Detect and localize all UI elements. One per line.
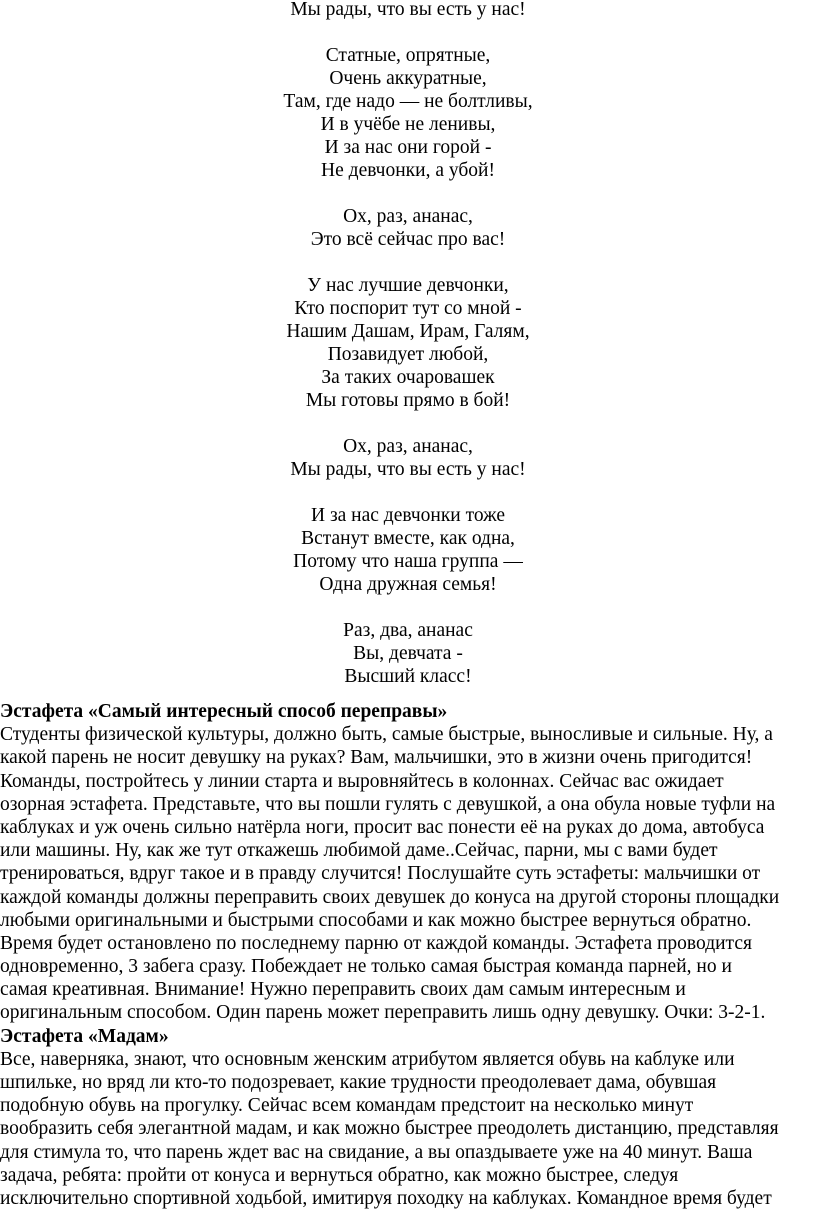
paragraph-line: шпильке, но вряд ли кто-то подозревает, какие трудности преодолевает дама, обувшая [0,1072,717,1093]
paragraph-line: самая креативная. Внимание! Нужно переправить своих дам самым интересным и [0,979,686,1001]
poem-line: У нас лучшие девчонки, [307,275,509,296]
poem-line: Ох, раз, ананас, [343,206,473,227]
paragraph-line: Студенты физической культуры, должно быть, самые быстрые, выносливые и сильные. Ну, а [0,724,773,746]
section-heading: Эстафета «Самый интересный способ переправы» [0,701,448,722]
paragraph-line: озорная эстафета. Представьте, что вы пошли гулять с девушкой, а она обула новые туфли на [0,793,776,815]
paragraph-line: тренироваться, вдруг такое и в правду случится! Послушайте суть эстафеты: мальчишки от [0,863,761,885]
paragraph-line: одновременно, 3 забега сразу. Побеждает не только самая быстрая команда парней, но и [0,956,732,978]
paragraph-line: каблуках и уж очень сильно натёрла ноги, просит вас понести её на руках до дома, автобуса [0,816,765,838]
poem-line: Потому что наша группа — [293,551,523,572]
paragraph-line: любыми оригинальными и быстрыми способами и как можно быстрее вернуться обратно. [0,909,752,931]
poem-line: И за нас они горой - [324,137,492,158]
poem-line: Там, где надо — не болтливы, [283,91,533,112]
stanza-gap [0,481,816,504]
paragraph-line: подобную обувь на прогулку. Сейчас всем командам предстоит на несколько минут [0,1095,694,1117]
poem-line: Очень аккуратные, [329,68,487,89]
prose [0,700,814,1210]
poem-line: Вы, девчата - [353,643,463,664]
poem-line: Ох, раз, ананас, [343,436,473,457]
section-heading: Эстафета «Мадам» [0,1025,169,1047]
poem-line: За таких очаровашек [321,367,495,388]
poem-line: Встанут вместе, как одна, [301,528,515,549]
poem-line: Не девчонки, а убой! [321,160,495,181]
paragraph-line: Время будет остановлено по последнему парню от каждой команды. Эстафета проводится [0,932,752,954]
paragraph-line: каждой команды должны переправить своих девушек до конуса на другой стороны площадки [0,886,780,908]
stanza-gap [0,412,816,435]
poem-line: Высший класс! [344,666,472,687]
stanza-gap [0,251,816,274]
poem-line: И в учёбе не ленивы, [320,114,496,135]
stanza-gap [0,182,816,205]
poem-line: Мы готовы прямо в бой! [305,390,511,411]
paragraph-line: для стимула то, что парень ждет вас на свидание, а вы опаздываете уже на 40 минут. Ваша [0,1141,753,1163]
stanza-gap [0,21,816,44]
poem-line: Мы рады, что вы есть у нас! [290,459,526,480]
paragraph-line: какой парень не носит девушку на руках? Вам, мальчишки, это в жизни очень пригодится! [0,747,753,769]
poem-line: Кто поспорит тут со мной - [294,298,522,319]
paragraph-line: вообразить себя элегантной мадам, и как можно быстрее преодолеть дистанцию, представляя [0,1118,779,1140]
section-body [0,723,814,1024]
stanza-gap [0,596,816,619]
paragraph-line: или машины. Ну, как же тут откажешь любимой даме..Сейчас, парни, мы с вами будет [0,840,718,862]
poem-line: И за нас девчонки тоже [310,505,506,526]
poem-line: Позавидует любой, [327,344,489,365]
paragraph-line: оригинальным способом. Один парень может переправить лишь одну девушку. Очки: 3-2-1. [0,1002,766,1024]
poem-line: Мы рады, что вы есть у нас! [290,0,526,20]
poem-line: Статные, опрятные, [325,45,491,66]
paragraph-line: исключительно спортивной ходьбой, имитируя походку на каблуках. Командное время будет [0,1187,772,1209]
section-body [0,1048,814,1210]
poem-line: Нашим Дашам, Ирам, Галям, [286,321,530,342]
poem-line: Это всё сейчас про вас! [310,229,506,250]
paragraph-line: Команды, постройтесь у линии старта и выровняйтесь в колоннах. Сейчас вас ожидает [0,770,724,792]
paragraph-line: Все, наверняка, знают, что основным женским атрибутом является обувь на каблуке или [0,1048,735,1070]
paragraph-line: задача, ребята: пройти от конуса и вернуться обратно, как можно быстрее, следуя [0,1164,679,1186]
poem-line: Раз, два, ананас [343,620,473,641]
poem-line: Одна дружная семья! [319,574,497,595]
